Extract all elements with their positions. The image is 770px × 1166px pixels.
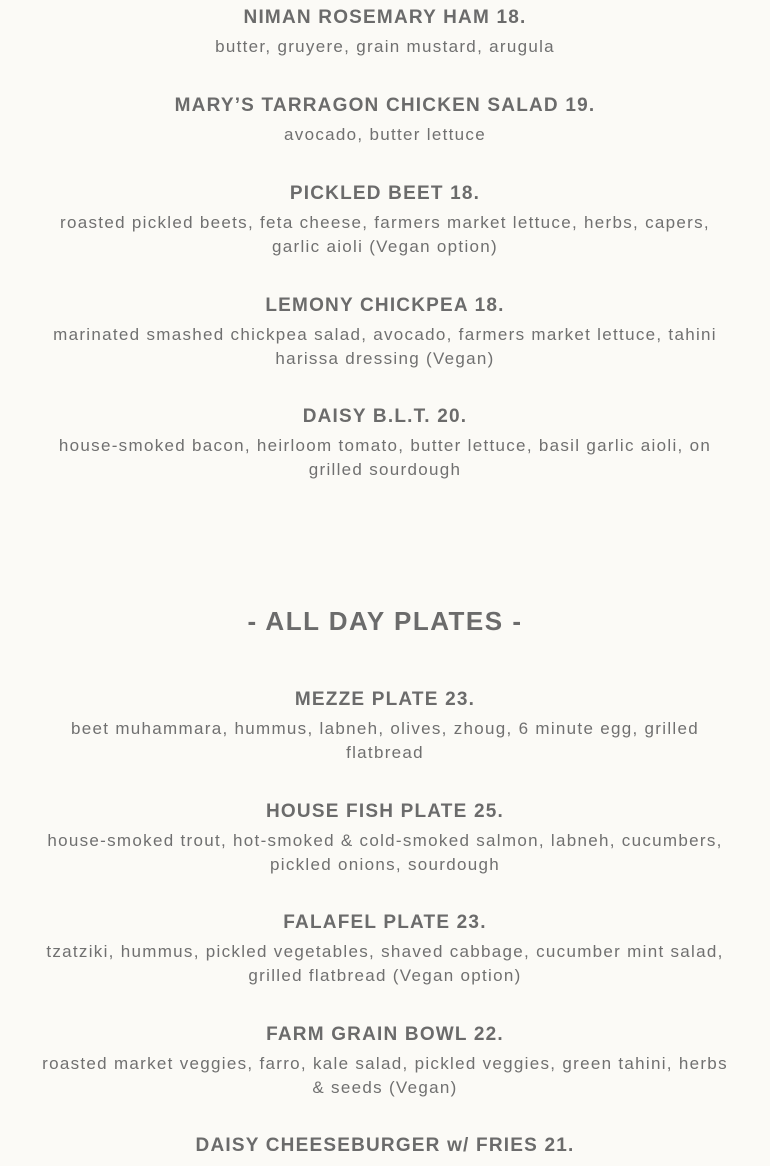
item-name: FARM GRAIN BOWL 22. [266,1024,504,1045]
item-name: HOUSE FISH PLATE 25. [266,801,504,822]
menu-item [0,1134,770,1158]
menu-item [0,800,770,876]
menu-item [0,688,770,764]
item-name: FALAFEL PLATE 23. [283,912,487,933]
item-name: MARY’S TARRAGON CHICKEN SALAD 19. [174,95,596,116]
item-name: PICKLED BEET 18. [289,183,481,204]
section-title: - ALL DAY PLATES - [247,606,523,636]
item-description: avocado, butter lettuce [284,125,486,144]
item-description: butter, gruyere, grain mustard, arugula [215,37,555,56]
menu-item [0,294,770,370]
menu-item [0,94,770,147]
menu-item [0,182,770,258]
item-name: MEZZE PLATE 23. [294,689,476,710]
item-description: roasted pickled beets, feta cheese, farmers market lettuce, herbs, capers, garlic aioli (Vegan option) [60,213,710,256]
item-name: LEMONY CHICKPEA 18. [265,295,505,316]
menu-item [0,6,770,59]
item-name: DAISY B.L.T. 20. [302,406,468,427]
item-description: house-smoked bacon, heirloom tomato, butter lettuce, basil garlic aioli, on grilled sourdough [58,436,712,479]
item-description: house-smoked trout, hot-smoked & cold-smoked salmon, labneh, cucumbers, pickled onions, sourdough [47,831,723,874]
item-description: beet muhammara, hummus, labneh, olives, zhoug, 6 minute egg, grilled flatbread [71,719,699,762]
menu-item [0,1023,770,1099]
item-name: DAISY CHEESEBURGER w/ FRIES 21. [195,1135,575,1156]
item-description: roasted market veggies, farro, kale salad, pickled veggies, green tahini, herbs & seeds (Vegan) [42,1054,728,1097]
item-name: NIMAN ROSEMARY HAM 18. [243,7,527,28]
item-description: marinated smashed chickpea salad, avocado, farmers market lettuce, tahini harissa dressing (Vegan) [53,325,717,368]
item-description: tzatziki, hummus, pickled vegetables, shaved cabbage, cucumber mint salad, grilled flatbread (Vegan option) [46,942,724,985]
menu-item [0,405,770,481]
menu-item [0,911,770,987]
